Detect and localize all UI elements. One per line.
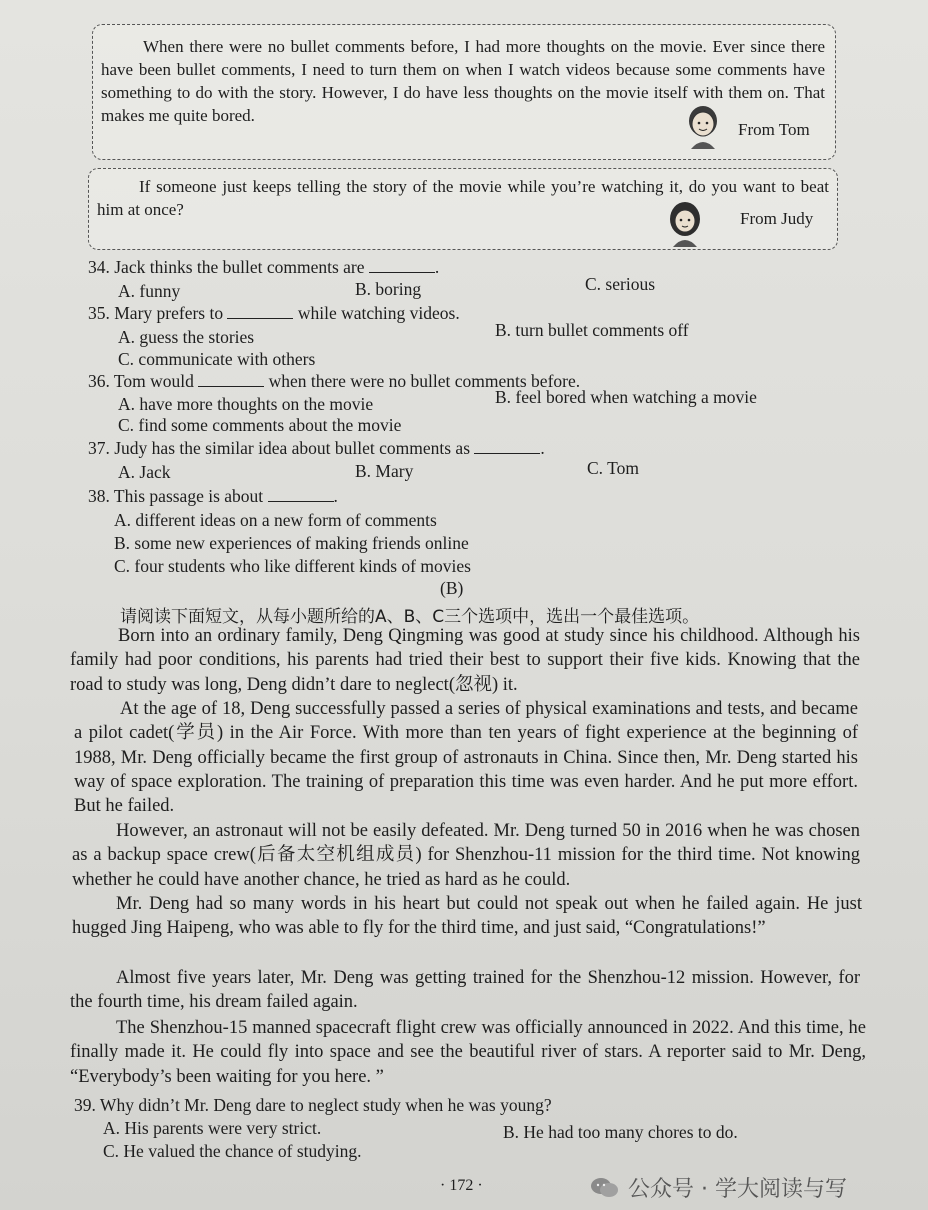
wechat-icon: [590, 1176, 620, 1200]
option: C. Tom: [587, 458, 639, 478]
option: B. He had too many chores to do.: [503, 1122, 738, 1142]
answer-blank: [369, 258, 435, 273]
option: A. Jack: [118, 462, 171, 482]
option: A. have more thoughts on the movie: [118, 394, 374, 414]
comment-author: From Tom: [738, 120, 810, 139]
passage-paragraph: The Shenzhou-15 manned spacecraft flight crew was officially announced in 2022. And this time, he finally made it. He could fly into space and see the beautiful river of stars. A reporter said to Mr. Deng, “Everybody’s been waiting for you here. ”: [70, 1018, 866, 1087]
question-stem: 38. This passage is about .: [88, 486, 338, 506]
option: B. boring: [355, 279, 422, 299]
passage-paragraph: However, an astronaut will not be easily defeated. Mr. Deng turned 50 in 2016 when he was chosen as a backup space crew(后备太空机组成员) for Shenzhou-11 mission for the third time. Not knowing whether he could have another chance, he tried as hard as he could.: [72, 821, 860, 890]
comment-box-judy: [88, 168, 838, 250]
passage-paragraph: Almost five years later, Mr. Deng was getting trained for the Shenzhou-12 mission. However, for the fourth time, his dream failed again.: [70, 968, 860, 1013]
option: C. four students who like different kinds of movies: [114, 556, 471, 576]
boy-avatar-icon: [683, 103, 723, 151]
section-label: (B): [440, 578, 464, 598]
question-stem: 35. Mary prefers to while watching videos.: [88, 303, 460, 323]
option: B. turn bullet comments off: [495, 320, 689, 340]
comment-author: From Judy: [740, 209, 814, 228]
option: A. different ideas on a new form of comments: [114, 510, 437, 530]
option: B. Mary: [355, 461, 414, 481]
answer-blank: [198, 372, 264, 387]
option: C. find some comments about the movie: [118, 415, 402, 435]
page-number: · 172 ·: [440, 1177, 483, 1194]
comment-text: When there were no bullet comments before, I had more thoughts on the movie. Ever since there have been bullet comments, I need to turn them on when I watch videos because some comments have something to do with the story. However, I do have less thoughts on the movie itself with them on. That makes me quite bored.: [101, 37, 825, 125]
section-instruction: 请阅读下面短文，从每小题所给的A、B、C三个选项中，选出一个最佳选项。: [120, 607, 700, 627]
answer-blank: [268, 487, 334, 502]
answer-blank: [474, 439, 540, 454]
passage-paragraph: Born into an ordinary family, Deng Qingming was good at study since his childhood. Although his family had poor conditions, his parents had tried their best to support their five kids. Knowing that the road to study was long, Deng didn’t dare to neglect(忽视) it.: [70, 626, 860, 695]
question-stem: 36. Tom would when there were no bullet comments before.: [88, 371, 581, 391]
option: A. funny: [118, 281, 181, 301]
question-stem: 37. Judy has the similar idea about bullet comments as .: [88, 438, 545, 458]
girl-avatar-icon: [665, 199, 705, 247]
option: A. His parents were very strict.: [103, 1118, 322, 1138]
passage-paragraph: Mr. Deng had so many words in his heart but could not speak out when he failed again. He just hugged Jing Haipeng, who was able to fly for the third time, and just said, “Congratulations!”: [72, 894, 862, 939]
comment-text: If someone just keeps telling the story of the movie while you’re watching it, do you want to beat him at once?: [97, 177, 829, 219]
option: B. some new experiences of making friends online: [114, 533, 469, 553]
comment-box-tom: [92, 24, 836, 160]
passage-paragraph: At the age of 18, Deng successfully passed a series of physical examinations and tests, and became a pilot cadet(学员) in the Air Force. With more than ten years of fight experience at the beginning of 1988, Mr. Deng officially became the first group of astronauts in China. Since then, Mr. Deng started his way of space exploration. The training of preparation this time was even harder. And he put more effort. But he failed.: [74, 699, 858, 817]
answer-blank: [227, 304, 293, 319]
option: C. He valued the chance of studying.: [103, 1141, 362, 1161]
question-stem: 34. Jack thinks the bullet comments are .: [88, 257, 440, 277]
option: B. feel bored when watching a movie: [495, 387, 757, 407]
option: C. communicate with others: [118, 349, 316, 369]
watermark: 公众号 · 学大阅读与写: [628, 1177, 847, 1202]
option: A. guess the stories: [118, 327, 255, 347]
question-stem: 39. Why didn’t Mr. Deng dare to neglect study when he was young?: [74, 1095, 552, 1115]
option: C. serious: [585, 274, 655, 294]
